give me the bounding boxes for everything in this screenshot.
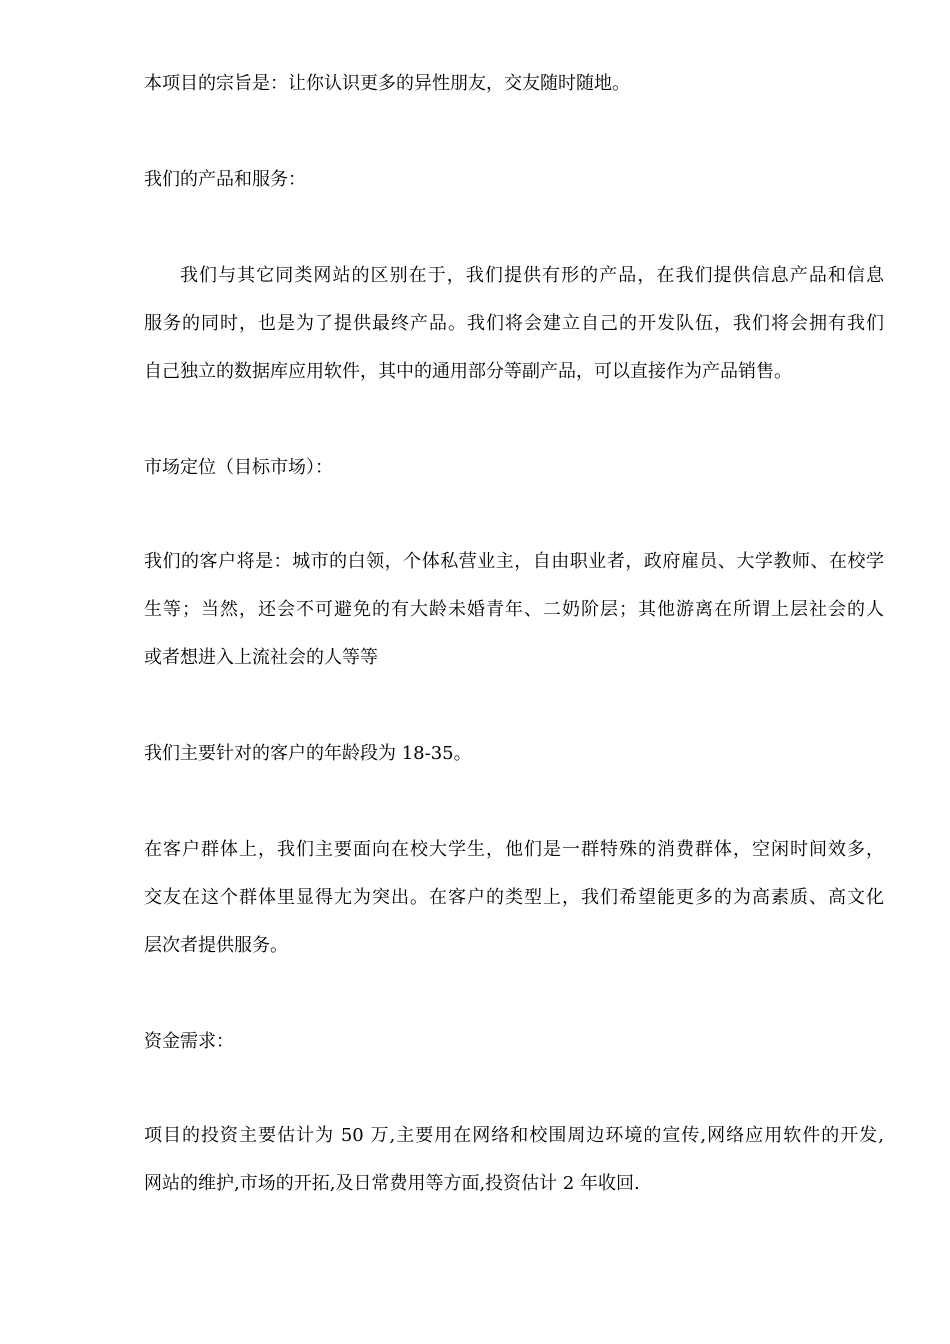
funding-paragraph-line: 项目的投资主要估计为 50 万,主要用在网络和校围周边环境的宣传,网络应用软件的开发, [144,1125,884,1146]
age-range-line: 我们主要针对的客户的年龄段为 18-35。 [144,743,472,764]
products-paragraph-line: 服务的同时，也是为了提供最终产品。我们将会建立自己的开发队伍，我们将会拥有我们 [144,313,884,334]
customers-paragraph-line: 我们的客户将是：城市的白领，个体私营业主，自由职业者，政府雇员、大学教师、在校学 [144,551,884,572]
customer-group-paragraph-line: 交友在这个群体里显得尢为突出。在客户的类型上，我们希望能更多的为高素质、高文化 [144,887,884,908]
products-paragraph-line: 我们与其它同类网站的区别在于，我们提供有形的产品，在我们提供信息产品和信息 [180,265,884,286]
products-paragraph-line: 自己独立的数据库应用软件，其中的通用部分等副产品，可以直接作为产品销售。 [144,361,792,382]
products-heading: 我们的产品和服务： [144,169,306,190]
customer-group-paragraph-line: 层次者提供服务。 [144,935,288,956]
customers-paragraph-line: 生等；当然，还会不可避免的有大龄未婚青年、二奶阶层；其他游离在所谓上层社会的人 [144,599,884,620]
customer-group-paragraph-line: 在客户群体上，我们主要面向在校大学生，他们是一群特殊的消费群体，空闲时间效多， [144,839,884,860]
funding-paragraph-line: 网站的维护,市场的开拓,及日常费用等方面,投资估计 2 年收回. [144,1173,640,1194]
customers-paragraph-line: 或者想进入上流社会的人等等 [144,647,378,668]
funding-heading: 资金需求： [144,1031,234,1052]
market-heading: 市场定位（目标市场）： [144,457,333,478]
purpose-statement: 本项目的宗旨是：让你认识更多的异性朋友，交友随时随地。 [144,73,630,94]
